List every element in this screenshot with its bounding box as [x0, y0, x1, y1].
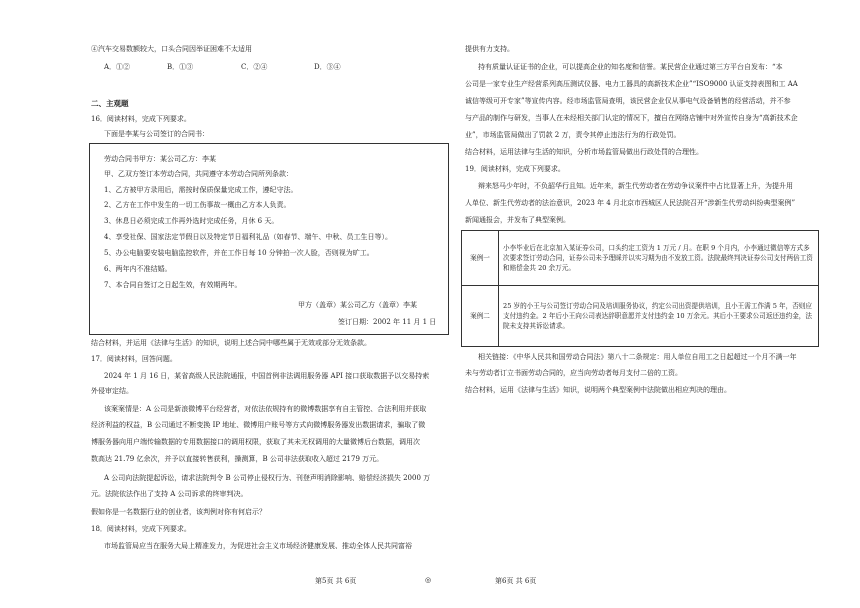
- page-number-left: 第5页 共 6页: [315, 577, 357, 585]
- related-link: 相关链接：《中华人民共和国劳动合同法》第八十二条规定：用人单位自用工之日起超过一个月不满一年: [478, 353, 797, 361]
- q17-para: 元。法院依法作出了支持 A 公司诉求的终审判决。: [91, 490, 248, 498]
- contract-line: 劳动合同书甲方：某公司乙方：李某: [104, 155, 216, 163]
- contract-line: 4、享受社保、国家法定节假日以及特定节日福利礼品（如春节、端午、中秋、员工生日等）。: [104, 233, 392, 241]
- q17-para: 该案案情是：A 公司是新浪微博平台经营者，对依法依规持有的微博数据享有自主管控、合法利用并获取: [104, 405, 427, 413]
- choice-d: D．③④: [314, 63, 341, 71]
- contract-line: 6、两年内不准结婚。: [104, 265, 172, 273]
- q18-number: 18．阅读材料，完成下列要求。: [91, 525, 191, 533]
- q19-intro: 人单位、新生代劳动者的法治意识，2023 年 4 月北京市西城区人民法院召开“涉新生代劳动纠纷典型案例”: [465, 199, 796, 207]
- contract-line: 1、乙方被甲方录用后，需按时保质保量完成工作，遵纪守法。: [104, 186, 298, 194]
- q17-para: 经济利益的权益，B 公司通过不断变换 IP 地址、微博用户账号等方式向微博服务器发出数据请求，骗取了微: [91, 421, 426, 429]
- q15-option-tail: ④汽车交易数额较大，口头合同因举证困难不太适用: [91, 45, 252, 53]
- case2-label: 案例二: [462, 286, 499, 347]
- case1-text: 小李毕业后在北京加入某证券公司，口头约定工资为 1 万元 / 月。在职 9 个月内，小李通过微信等方式多次要求签订劳动合同，证券公司未予理睬并以实习期为由不发放工资。法院最终判决证券公司支付两倍工资和赔偿金共 20 余万元。: [499, 231, 819, 286]
- q18-para: 公司是一家专业生产经营系列高压测试仪器、电力工器具的高新技术企业”“ISO9000 认证支持表图和工 AA: [465, 80, 798, 88]
- q19-question: 结合材料，运用《法律与生活》知识，说明两个典型案例中法院做出相应判决的理由。: [465, 386, 731, 394]
- contract-line: 7、本合同自签订之日起生效，有效期两年。: [104, 281, 242, 289]
- q18-continuation: 提供有力支持。: [465, 45, 514, 53]
- contract-date: 签订日期：2002 年 11 月 1 日: [338, 318, 437, 326]
- q17-para: 2024 年 1 月 16 日，某省高级人民法院通报，中国首例非法调用服务器 API 接口获取数据予以交易持索: [104, 372, 430, 380]
- contract-line: 5、办公电脑要安装电脑监控软件，并在工作日每 10 分钟拍一次人脸，否则视为旷工。: [104, 249, 374, 257]
- q17-para: A 公司向法院提起诉讼，请求法院判令 B 公司停止侵权行为、刊登声明消除影响、赔偿经济损失 2000 万: [104, 474, 431, 482]
- q18-question: 结合材料，运用法律与生活的知识，分析市场监管局做出行政处罚的合理性。: [465, 148, 703, 156]
- section-heading: 二、主观题: [91, 99, 129, 108]
- choice-a: A．①②: [104, 63, 131, 71]
- right-page: [430, 0, 860, 608]
- binding-mark: ◎: [425, 576, 432, 584]
- q17-para: 外侵审定结。: [91, 387, 133, 395]
- q18-para: 持有质量认证证书的企业，可以提高企业的知名度和信誉。某民营企业通过第三方平台自发布：“本: [478, 63, 783, 71]
- q17-question: 假如你是一名数据行业的创业者，该判例对你有何启示？: [91, 508, 266, 516]
- q17-para: 博服务器向用户端传输数据的专用数据接口的调用权限，获取了其未无权调用的大量微博后台数据，调用次: [91, 438, 420, 446]
- q18-para: 市场监管局应当在服务大局上精准发力，为促进社会主义市场经济健康发展、推动全体人民共同富裕: [104, 542, 412, 550]
- contract-line: 2、乙方在工作中发生的一切工伤事故一概由乙方本人负责。: [104, 201, 291, 209]
- case-table: [461, 230, 819, 347]
- q17-para: 数高达 21.79 亿余次，并予以直接转售获利，操测算，B 公司非法获取收入超过 2179 万元。: [91, 455, 384, 463]
- case-row: [462, 286, 819, 347]
- case2-text: 25 岁的小王与公司签订劳动合同及培训服务协议，约定公司出资提供培训，且小王需工作满 5 年，否则应支付违约金。2 年后小王向公司表达辞职意愿并支付违约金 10 万余元。其后小王要求公司返还违约金，法院未支持其诉讼请求。: [499, 286, 819, 347]
- q17-number: 17．阅读材料，回答问题。: [91, 355, 177, 363]
- contract-signature: 甲方（盖章）某公司乙方（盖章）李某: [298, 301, 417, 309]
- page-number-right: 第6页 共 6页: [495, 577, 537, 585]
- q19-intro: 新闻通报会，并发布了典型案例。: [465, 216, 570, 224]
- q18-para: 业”，市场监管局做出了罚款 2 万，责令其停止违法行为的行政处罚。: [465, 131, 681, 139]
- choice-b: B．①③: [167, 63, 194, 71]
- q18-para: 与产品的制作与研发，当事人在未经相关部门认定的情况下，擅自在网络店铺中对外宣传自身为“高新技术企: [465, 114, 798, 122]
- q18-para: 诚信等级可开专家”等宣传内容。经市场监管局查明，该民营企业仅从事电气设备销售的经营活动，并不参: [465, 97, 791, 105]
- q19-intro: 辩来怒马少年时，不负韶华行且知。近年来，新生代劳动者在劳动争议案件中占比显著上升，为提升用: [478, 182, 793, 190]
- q19-number: 19．阅读材料，完成下列要求。: [465, 165, 565, 173]
- q16-intro: 下面是李某与公司签订的合同书：: [104, 130, 209, 138]
- choice-c: C．②④: [241, 63, 268, 71]
- case1-label: 案例一: [462, 231, 499, 286]
- contract-line: 3、休息日必须完成工作再外选时完成任务，月休 6 天。: [104, 217, 279, 225]
- case-row: [462, 231, 819, 286]
- contract-line: 甲、乙双方签订本劳动合同，共同遵守本劳动合同所列条款：: [104, 170, 293, 178]
- q16-question: 结合材料，并运用《法律与生活》的知识，说明上述合同中哪些属于无效或部分无效条款。: [91, 339, 371, 347]
- q16-number: 16．阅读材料，完成下列要求。: [91, 115, 191, 123]
- related-link: 未与劳动者订立书面劳动合同的，应当向劳动者每月支付二倍的工资。: [465, 369, 682, 377]
